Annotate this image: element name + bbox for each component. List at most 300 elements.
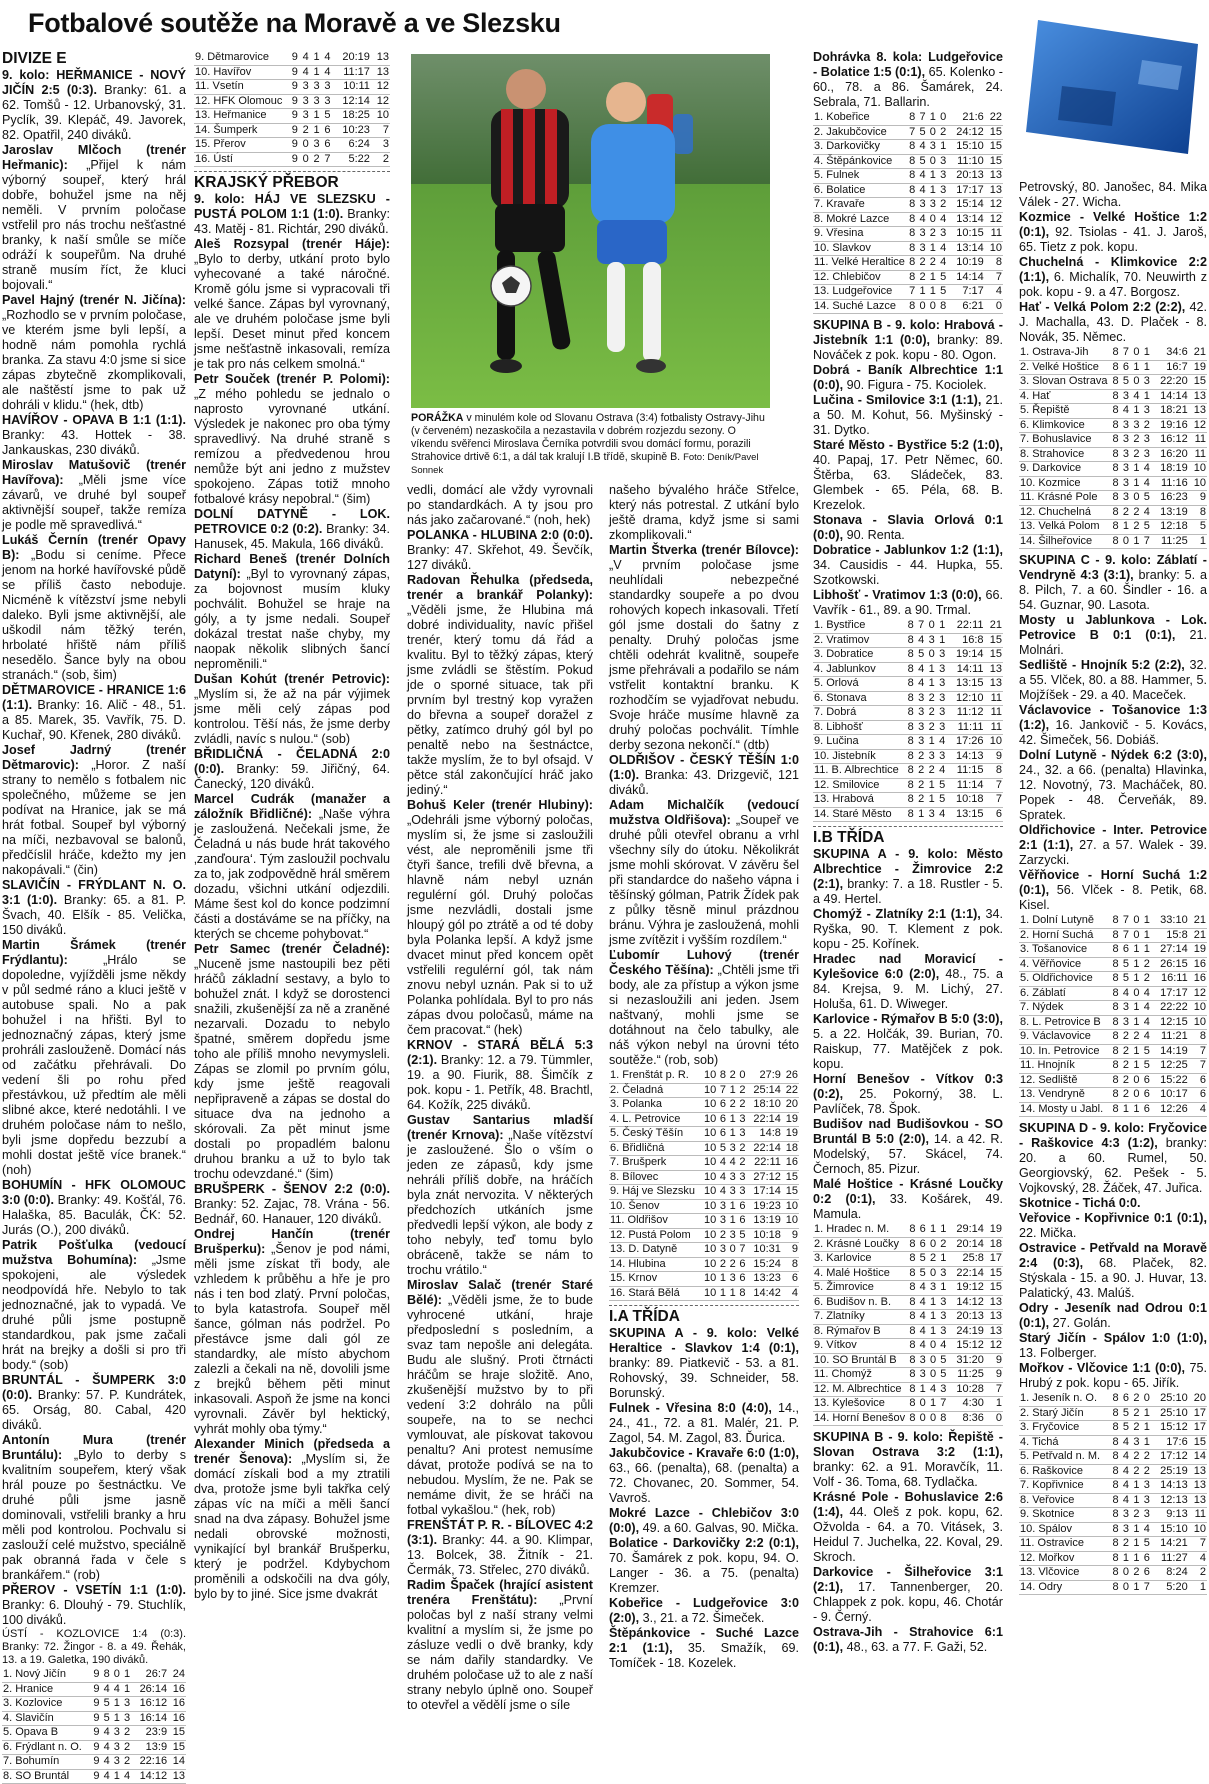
- stat-cell: 11: [985, 691, 1004, 706]
- report-paragraph: [813, 1177, 1003, 1222]
- stat-cell: 9: [90, 1769, 100, 1784]
- report-paragraph: [1019, 823, 1207, 868]
- stat-cell: 14:12: [947, 1295, 985, 1310]
- report-text: Branky: 61. a 62. Tomšů - 12. Urbanovský, 31. Pyclík, 39. Klepáč, 49. Javorek, 82. Opatřil, 240 diváků.: [2, 83, 187, 142]
- table-row: [609, 1199, 799, 1214]
- table-row: [813, 285, 1003, 300]
- team-cell: 11. Oldřišov: [609, 1214, 700, 1229]
- stat-cell: 11:17: [331, 65, 370, 80]
- stat-cell: 19:16: [1151, 418, 1189, 433]
- report-text: „Naše vítězství je zasloužené. Šlo o vším o jeden ze zápasů, kdy jsme nehráli příliš dobře, na hráčích byla znát nervozita. V některých předchozích utkáních jsme předvedli lepší výkon, ale body z toho nebyly, teď tomu bylo obráceně, takže se nám to trochu vrátilo.“: [407, 1128, 593, 1277]
- stat-cell: 3: [1140, 1493, 1150, 1508]
- table-row: [609, 1083, 799, 1098]
- stat-cell: 10: [1189, 1522, 1207, 1537]
- stat-cell: 4: [1120, 1479, 1130, 1494]
- stat-cell: 4: [916, 140, 926, 155]
- stat-cell: 1: [727, 1286, 737, 1301]
- stat-cell: 4: [121, 1769, 131, 1784]
- report-paragraph: [1019, 210, 1207, 255]
- report-paragraph: [407, 798, 593, 1038]
- stat-cell: 1: [727, 1214, 737, 1229]
- section-heading: KRAJSKÝ PŘEBOR: [194, 171, 390, 192]
- table-row: [1019, 972, 1207, 987]
- report-lead: 9. kolo: HEŘMANICE - NOVÝ JIČÍN 2:5 (0:3).: [2, 68, 186, 97]
- stat-cell: 9: [90, 1726, 100, 1741]
- stat-cell: 9: [288, 152, 299, 167]
- table-row: [1019, 1464, 1207, 1479]
- stat-cell: 4: [1140, 462, 1150, 477]
- table-row: [609, 1185, 799, 1200]
- stat-cell: 2: [1120, 1059, 1130, 1074]
- stat-cell: 5:20: [1151, 1580, 1189, 1595]
- stat-cell: 15:22: [1151, 1073, 1189, 1088]
- match-reports: [813, 1430, 1003, 1655]
- stat-cell: 8: [1109, 520, 1119, 535]
- report-paragraph: [407, 1113, 593, 1278]
- stat-cell: 6: [1140, 1566, 1150, 1581]
- report-paragraph: [194, 792, 390, 942]
- report-text: „Věděli jsme, že to bude vyhrocené utkání, hraje předposlední s posledním, a svaz tam nepošle ani delegáta. Budu ale slušný. Proti čtrnácti hráčům se hraje složitě. Ano, zkušenější mužstvo by to při vedení 3:2 dohrálo na půli soupeře, na to se nechci vymlouvat, ale pískovat takovou penaltu? Ani protest nemusíme dávat, protože podívá se na to nebudou. Myslím, že ne. Pak se nemáme divit, že se hráči na fotbal vykašlou.“ (hek, rob): [407, 1293, 593, 1517]
- stat-cell: 13:19: [1151, 505, 1189, 520]
- stat-cell: 8: [1109, 1001, 1119, 1016]
- stat-cell: 8: [906, 256, 916, 271]
- stat-cell: 14:14: [947, 270, 985, 285]
- stat-cell: 10: [700, 1170, 717, 1185]
- team-cell: 5. Žimrovice: [813, 1281, 906, 1296]
- stat-cell: 7:17: [947, 285, 985, 300]
- stat-cell: 11:27: [1151, 1551, 1189, 1566]
- stat-cell: 8:24: [1151, 1566, 1189, 1581]
- stat-cell: 8: [906, 183, 916, 198]
- stat-cell: 15:12: [947, 1339, 985, 1354]
- team-cell: 3. Fryčovice: [1019, 1421, 1109, 1436]
- team-cell: 7. Kravaře: [813, 198, 906, 213]
- stat-cell: 2: [1120, 1044, 1130, 1059]
- stat-cell: 1: [927, 241, 937, 256]
- team-cell: 8. Libhošť: [813, 720, 904, 735]
- team-cell: 10. Jistebník: [813, 749, 904, 764]
- stat-cell: 11:25: [1151, 534, 1189, 549]
- stat-cell: 2: [1120, 505, 1130, 520]
- stat-cell: 3: [1140, 1508, 1150, 1523]
- stat-cell: 4: [916, 1324, 926, 1339]
- table-row: [1019, 418, 1207, 433]
- table-row: [813, 1411, 1003, 1426]
- stat-cell: 3: [937, 183, 947, 198]
- stat-cell: 15: [1189, 375, 1207, 390]
- stat-cell: 2: [737, 1141, 747, 1156]
- stat-cell: 8: [906, 198, 916, 213]
- stat-cell: 13: [168, 1769, 186, 1784]
- report-text: 17. Tannenberger, 20. Chlappek z pok. kopu, 46. Chotár - 9. Černý.: [813, 1580, 1003, 1624]
- report-text: 90. Renta.: [843, 528, 905, 542]
- report-paragraph: [1019, 1361, 1207, 1391]
- report-lead: Bolatice - Darkovičky 2:2 (0:1),: [609, 1536, 799, 1550]
- stat-cell: 31:20: [947, 1353, 985, 1368]
- stat-cell: 3: [371, 138, 390, 153]
- team-cell: 2. Horní Suchá: [1019, 928, 1109, 943]
- stat-cell: 8: [904, 735, 915, 750]
- table-row: [813, 633, 1003, 648]
- stat-cell: 7: [737, 1243, 747, 1258]
- stat-cell: 5: [937, 1368, 947, 1383]
- stat-cell: 1: [1130, 1551, 1140, 1566]
- league-table: [1019, 1392, 1207, 1595]
- stat-cell: 3: [1120, 447, 1130, 462]
- report-paragraph: [194, 672, 390, 747]
- stat-cell: 13: [371, 51, 390, 65]
- stat-cell: 5: [321, 109, 332, 124]
- stat-cell: 1: [936, 633, 947, 648]
- stat-cell: 14:13: [946, 749, 984, 764]
- stat-cell: 1: [1120, 1551, 1130, 1566]
- table-row: [813, 256, 1003, 271]
- stat-cell: 1: [1130, 1102, 1140, 1117]
- stat-cell: 4: [727, 1156, 737, 1171]
- stat-cell: 19: [985, 1223, 1003, 1237]
- table-row: [1019, 1580, 1207, 1595]
- stat-cell: 9: [985, 1353, 1003, 1368]
- stat-cell: 7: [985, 270, 1003, 285]
- table-row: [813, 764, 1003, 779]
- stat-cell: 6:24: [331, 138, 370, 153]
- stat-cell: 3: [915, 691, 926, 706]
- stat-cell: 8: [1109, 1406, 1119, 1421]
- team-cell: 5. Petřvald n. M.: [1019, 1450, 1109, 1465]
- stat-cell: 14:12: [131, 1769, 168, 1784]
- stat-cell: 24: [168, 1668, 186, 1682]
- stat-cell: 5: [717, 1141, 727, 1156]
- stat-cell: 4: [111, 1682, 121, 1697]
- stat-cell: 3: [121, 1697, 131, 1712]
- stat-cell: 4: [936, 807, 947, 822]
- stat-cell: 1: [1130, 1015, 1140, 1030]
- report-lead: Libhošť - Vratimov 1:3 (0:0),: [813, 588, 982, 602]
- report-lead: Oldřichovice - Inter. Petrovice 2:1 (1:1),: [1019, 823, 1207, 852]
- stat-cell: 22:11: [746, 1156, 781, 1171]
- stat-cell: 3: [1120, 1522, 1130, 1537]
- report-lead: Fulnek - Vřesina 8:0 (4:0),: [609, 1401, 772, 1415]
- stat-cell: 27:12: [746, 1170, 781, 1185]
- stat-cell: 15:14: [947, 198, 985, 213]
- report-lead: Hať - Velká Polom 2:2 (2:2),: [1019, 300, 1186, 314]
- stat-cell: 13:9: [131, 1740, 168, 1755]
- stat-cell: 3: [121, 1711, 131, 1726]
- stat-cell: 10: [700, 1127, 717, 1142]
- report-text: 25. Pokorný, 38. L. Pavlíček, 78. Špok.: [813, 1087, 1003, 1116]
- report-lead: Ostravice - Petřvald na Moravě 2:4 (0:3),: [1019, 1241, 1207, 1270]
- section-heading: I.B TŘÍDA: [813, 826, 1003, 847]
- report-paragraph: [813, 393, 1003, 438]
- report-paragraph: [813, 1490, 1003, 1565]
- stat-cell: 16: [1189, 957, 1207, 972]
- team-cell: 5. Řepiště: [1019, 404, 1109, 419]
- stat-cell: 33:10: [1151, 914, 1189, 928]
- report-text: Branky: 43. Matěj - 81. Richtár, 290 diváků.: [194, 207, 390, 236]
- team-cell: 1. Ostrava-Jih: [1019, 346, 1109, 360]
- report-paragraph: [609, 1506, 799, 1536]
- table-row: [813, 662, 1003, 677]
- stat-cell: 10: [700, 1069, 717, 1083]
- report-paragraph: [407, 483, 593, 528]
- stat-cell: 2: [121, 1726, 131, 1741]
- stat-cell: 15:10: [947, 140, 985, 155]
- report-text: „Bodu si ceníme. Přece jenom na horké havířovské půdě se příliš často neboduje. Nicméně k vítězství jsme nebyli daleko. Byli jsme aktivnější, ale uškodil nám těžký terén, hrbolaté hřiště nám příliš nesedělo. Šance byly na obou stranách.“ (sob, šim): [2, 548, 186, 682]
- report-lead: BOHUMÍN - HFK OLOMOUC 3:0 (0:0).: [2, 1178, 186, 1207]
- match-reports: [1019, 1121, 1207, 1391]
- stat-cell: 2: [925, 720, 936, 735]
- stat-cell: 12:14: [331, 94, 370, 109]
- stat-cell: 10: [371, 109, 390, 124]
- match-reports: [813, 318, 1003, 618]
- stat-cell: 13: [1189, 1493, 1207, 1508]
- stat-cell: 7: [1189, 1044, 1207, 1059]
- report-text: 14. a 42. R. Modelský, 57. Skácel, 74. Černoch, 85. Pizur.: [813, 1132, 1003, 1176]
- report-text: 24., 32. a 66. (penalta) Hlavinka, 12. Novotný, 73. Macháček, 80. Popek - 48. Červeňák, 89. Spratek.: [1019, 763, 1207, 822]
- stat-cell: 8: [904, 691, 915, 706]
- stat-cell: 2: [925, 764, 936, 779]
- report-paragraph: [1019, 1196, 1207, 1211]
- stat-cell: 2: [1120, 1537, 1130, 1552]
- stat-cell: 0: [925, 619, 936, 633]
- team-cell: 3. Karlovice: [813, 1252, 906, 1267]
- stat-cell: 3: [717, 1214, 727, 1229]
- stat-cell: 14: [1189, 1450, 1207, 1465]
- stat-cell: 4: [985, 285, 1003, 300]
- stat-cell: 5: [1140, 1537, 1150, 1552]
- stat-cell: 16:23: [1151, 491, 1189, 506]
- report-paragraph: [2, 68, 186, 143]
- report-lead: Veřovice - Kopřivnice 0:1 (0:1),: [1019, 1211, 1207, 1225]
- team-cell: 12. Chlebičov: [813, 270, 906, 285]
- report-lead: Kobeřice - Ludgeřovice 3:0 (2:0),: [609, 1596, 799, 1625]
- stat-cell: 6: [1120, 943, 1130, 958]
- team-cell: 4. Malé Hoštice: [813, 1266, 906, 1281]
- report-lead: HAVÍŘOV - OPAVA B 1:1 (1:1).: [2, 413, 186, 427]
- stat-cell: 8:36: [947, 1411, 985, 1426]
- stat-cell: 1: [1140, 943, 1150, 958]
- stat-cell: 1: [936, 619, 947, 633]
- team-cell: 4. Hať: [1019, 389, 1109, 404]
- report-text: 27. a 57. Walek - 39. Zarzycki.: [1019, 838, 1207, 867]
- stat-cell: 15: [168, 1726, 186, 1741]
- stat-cell: 0: [1130, 1088, 1140, 1103]
- stat-cell: 14:13: [1151, 1479, 1189, 1494]
- report-lead: Skotnice - Tichá 0:0.: [1019, 1196, 1141, 1210]
- table-row: [609, 1228, 799, 1243]
- stat-cell: 8: [906, 1324, 916, 1339]
- team-cell: 14. Mosty u Jabl.: [1019, 1102, 1109, 1117]
- team-cell: 8. Bílovec: [609, 1170, 700, 1185]
- team-cell: 15. Přerov: [194, 138, 288, 153]
- stat-cell: 5: [1140, 520, 1150, 535]
- stat-cell: 4: [1140, 505, 1150, 520]
- stat-cell: 8: [1109, 1044, 1119, 1059]
- stat-cell: 2: [1189, 1566, 1207, 1581]
- stat-cell: 4: [1140, 1030, 1150, 1045]
- stat-cell: 16:12: [1151, 433, 1189, 448]
- report-paragraph: [407, 1518, 593, 1578]
- stat-cell: 1: [310, 65, 321, 80]
- caption-text: v minulém kole od Slovanu Ostrava (3:4) fotbalisty Ostravy-Jihu (v červeném) nezaskočila a nezastavila v dobrém rozjezdu sezony. O víkendu svěřenci Miroslava Černíka potvrdili svou domácí formu, porazili Strahovice drtivě 6:1, a dál tak kralují I.B třídě, skupině B.: [411, 412, 765, 463]
- stat-cell: 1: [1140, 928, 1150, 943]
- stat-cell: 2: [916, 256, 926, 271]
- stat-cell: 15: [985, 1266, 1003, 1281]
- stat-cell: 1: [1140, 389, 1150, 404]
- stat-cell: 3: [925, 749, 936, 764]
- report-paragraph: [194, 507, 390, 552]
- stat-cell: 3: [737, 1170, 747, 1185]
- stat-cell: 4: [1140, 1522, 1150, 1537]
- team-cell: 11. Hnojník: [1019, 1059, 1109, 1074]
- stat-cell: 10: [700, 1228, 717, 1243]
- stat-cell: 11:15: [946, 764, 984, 779]
- stat-cell: 4: [937, 256, 947, 271]
- report-lead: Hradec nad Moravicí - Kylešovice 6:0 (2:0),: [813, 952, 1003, 981]
- team-cell: 3. Slovan Ostrava: [1020, 375, 1108, 387]
- team-cell: 13. Kylešovice: [813, 1397, 906, 1412]
- stat-cell: 24:19: [947, 1324, 985, 1339]
- table-row: [2, 1726, 186, 1741]
- stat-cell: 2: [1120, 1088, 1130, 1103]
- section-heading: DIVIZE E: [2, 50, 67, 67]
- match-reports: [407, 483, 593, 1713]
- stat-cell: 1: [1130, 462, 1140, 477]
- report-lead: Bohuš Keler (trenér Hlubiny):: [407, 798, 593, 812]
- report-text: 21. Molnári.: [1019, 628, 1207, 657]
- table-row: [609, 1272, 799, 1287]
- stat-cell: 12: [1189, 418, 1207, 433]
- stat-cell: 10: [700, 1199, 717, 1214]
- table-row: [1019, 943, 1207, 958]
- stat-cell: 8: [1189, 505, 1207, 520]
- stat-cell: 1: [925, 735, 936, 750]
- stat-cell: 26:14: [131, 1682, 168, 1697]
- stat-cell: 1: [925, 677, 936, 692]
- regional-logo-icon: [1022, 14, 1204, 160]
- report-lead: PŘEROV - VSETÍN 1:1 (1:0).: [2, 1583, 186, 1597]
- stat-cell: 1: [1140, 346, 1150, 360]
- stat-cell: 9: [288, 80, 299, 95]
- report-paragraph: [813, 1565, 1003, 1625]
- report-lead: Krásné Pole - Bohuslavice 2:6 (1:4),: [813, 1490, 1003, 1519]
- match-reports: [813, 847, 1003, 1222]
- stat-cell: 1: [111, 1711, 121, 1726]
- stat-cell: 8: [1109, 389, 1119, 404]
- team-cell: 4. Věřňovice: [1019, 957, 1109, 972]
- stat-cell: 8: [1109, 1450, 1119, 1465]
- report-text: „V prvním poločase jsme neuhlídali nebezpečné standardky soupeře a po dvou rohových kopech inkasovali. Třetí gól jsme dostali do šatny z penalty. Druhý poločas jsme chtěli odehrát kvalitně, soupeře jsme přehrávali a podařilo se nám vstřelit kontaktní branku. K rozhodčím se vyjadřovat nebudu. Svoje hráče musíme hlavně za druhý poločas pochválit. Tímhle derby sezona nekončí.“ (dtb): [609, 558, 799, 752]
- report-lead: Darkovice - Šilheřovice 3:1 (2:1),: [813, 1565, 1003, 1594]
- table-row: [1019, 476, 1207, 491]
- stat-cell: 10:23: [331, 123, 370, 138]
- stat-cell: 25:10: [1151, 1406, 1189, 1421]
- report-text: 35. Smažík, 69. Tomíček - 18. Kozelek.: [609, 1641, 799, 1670]
- stat-cell: 2: [1130, 1508, 1140, 1523]
- team-cell: 9. Lučina: [813, 735, 904, 750]
- stat-cell: 8: [985, 764, 1004, 779]
- stat-cell: 10:31: [746, 1243, 781, 1258]
- stat-cell: 8: [904, 720, 915, 735]
- stat-cell: 0: [1140, 1392, 1150, 1406]
- match-reports: [609, 483, 799, 1068]
- team-cell: 16. Ústí: [194, 152, 288, 167]
- stat-cell: 11: [985, 706, 1004, 721]
- stat-cell: 4: [937, 1339, 947, 1354]
- report-text: 6. Michalík, 70. Neuwirth z pok. kopu - 9. a 47. Borgosz.: [1019, 270, 1207, 299]
- table-row: [2, 1740, 186, 1755]
- stat-cell: 3: [737, 1112, 747, 1127]
- table-row: [813, 749, 1003, 764]
- report-text: Branky: 52. Zajac, 78. Vrána - 56. Bednář, 60. Hanauer, 120 diváků.: [194, 1197, 390, 1226]
- stat-cell: 18:19: [1151, 462, 1189, 477]
- report-paragraph: [609, 1401, 799, 1446]
- stat-cell: 0: [1130, 914, 1140, 928]
- stat-cell: 8: [906, 270, 916, 285]
- report-paragraph: [1019, 180, 1207, 210]
- stat-cell: 0: [927, 1368, 937, 1383]
- team-cell: 5. Český Těšín: [609, 1127, 700, 1142]
- stat-cell: 6: [321, 123, 332, 138]
- team-cell: 11. Krásné Pole: [1019, 491, 1109, 506]
- team-cell: 11. Velké Heraltice: [814, 256, 905, 268]
- stat-cell: 2: [1130, 520, 1140, 535]
- report-text: Branka: 43. Drizgevič, 121 diváků.: [609, 768, 799, 797]
- stat-cell: 14:19: [1151, 1044, 1189, 1059]
- stat-cell: 11: [1189, 1508, 1207, 1523]
- table-row: [194, 152, 390, 167]
- report-paragraph: [813, 438, 1003, 513]
- match-note: ÚSTÍ - KOZLOVICE 1:4 (0:3). Branky: 72. Žingor - 8. a 49. Řehák, 13. a 19. Galetka, 190 diváků.: [2, 1628, 186, 1666]
- report-lead: Pavel Hajný (trenér N. Jičína):: [2, 293, 186, 307]
- table-row: [1019, 1001, 1207, 1016]
- report-lead: Aleš Rozsypal (trenér Háje):: [194, 237, 390, 251]
- team-cell: 13. Vlčovice: [1019, 1566, 1109, 1581]
- report-text: 48., 75. a 84. Krejsa, 9. M. Lichý, 27. Holuša, 61. D. Wiweger.: [813, 967, 1003, 1011]
- stat-cell: 6: [1120, 1392, 1130, 1406]
- stat-cell: 3: [1130, 418, 1140, 433]
- report-text: 92. Tsiolas - 41. J. Jaroš, 65. Tietz z pok. kopu.: [1019, 225, 1207, 254]
- stat-cell: 12: [1189, 986, 1207, 1001]
- report-paragraph: [813, 907, 1003, 952]
- stat-cell: 2: [915, 749, 926, 764]
- stat-cell: 8: [1109, 1421, 1119, 1436]
- stat-cell: 3: [1120, 418, 1130, 433]
- stat-cell: 8: [1109, 1464, 1119, 1479]
- stat-cell: 0: [1130, 986, 1140, 1001]
- stat-cell: 16:8: [946, 633, 984, 648]
- stat-cell: 19:12: [947, 1281, 985, 1296]
- report-paragraph: [609, 483, 799, 543]
- page-title: Fotbalové soutěže na Moravě a ve Slezsku: [28, 8, 561, 38]
- report-text: „Hrálo se dopoledne, vyjížděli jsme někdy v půl sedmé ráno a kluci ještě v autobuse spali. No a pak bohužel i na hřišti. Byl to jednoznačný zápas, který jsme prohráli zaslouženě. Domácí nás od začátku přehrávali. Do vedení šli po rohu před přestávkou, už předtím ale měli slibné akce, které nedotáhli. I ve druhém poločase nám to nešlo, byli jsme dopředu bezzubí a mohli dostat ještě více branek.“ (noh): [2, 953, 186, 1177]
- report-lead: Dobrá - Baník Albrechtice 1:1 (0:0),: [813, 363, 1003, 392]
- team-cell: 6. Stonava: [813, 691, 904, 706]
- report-lead: Chomýž - Zlatníky 2:1 (1:1),: [813, 907, 981, 921]
- report-paragraph: [194, 192, 390, 237]
- table-row: [813, 183, 1003, 198]
- report-lead: Věřňovice - Horní Suchá 1:2 (0:1),: [1019, 868, 1207, 897]
- stat-cell: 4: [717, 1185, 727, 1200]
- stat-cell: 10: [782, 1214, 799, 1229]
- stat-cell: 11: [985, 227, 1003, 242]
- stat-cell: 1: [937, 1252, 947, 1267]
- stat-cell: 3: [717, 1199, 727, 1214]
- team-cell: 14. Hlubina: [609, 1257, 700, 1272]
- report-paragraph: [813, 847, 1003, 907]
- stat-cell: 6: [1140, 1102, 1150, 1117]
- stat-cell: 16:7: [1151, 360, 1189, 375]
